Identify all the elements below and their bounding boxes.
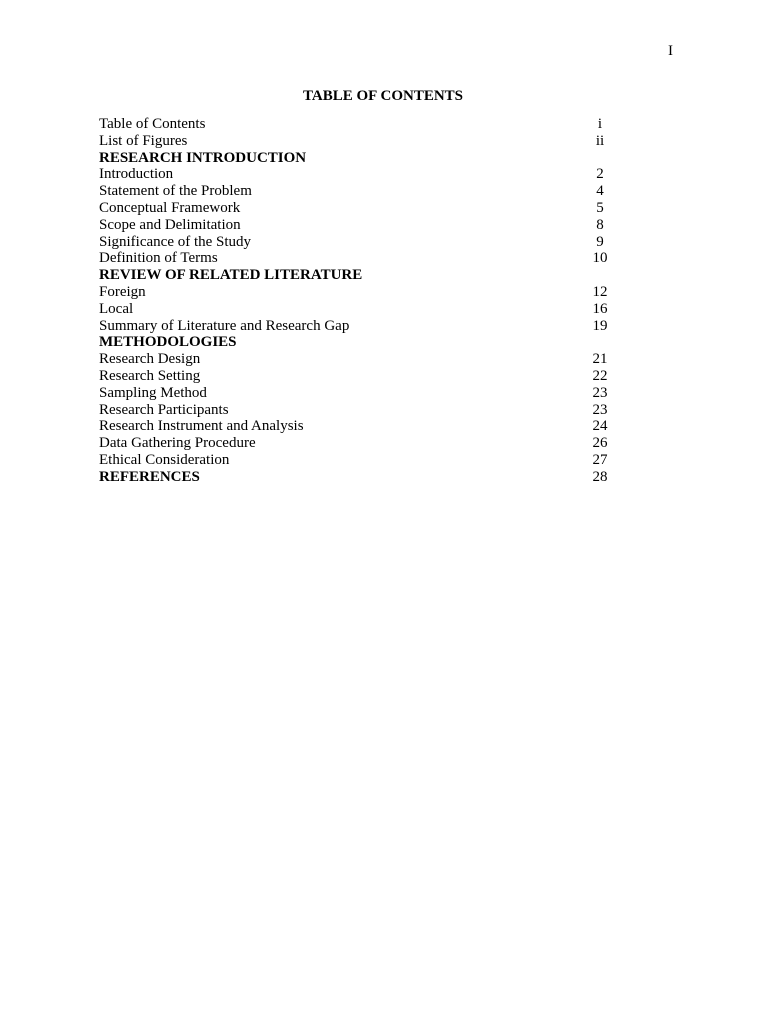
toc-entry <box>99 385 612 402</box>
toc-entry-page-number: 8 <box>596 216 604 233</box>
toc-entry <box>99 234 612 251</box>
toc-entry-label: Significance of the Study <box>99 233 252 250</box>
toc-entry <box>99 217 612 234</box>
toc-entry <box>99 418 612 435</box>
toc-entry-label: RESEARCH INTRODUCTION <box>99 149 307 166</box>
toc-entry-page-number: ii <box>595 132 605 149</box>
toc-entry-label: List of Figures <box>99 132 188 149</box>
toc-entry <box>99 166 612 183</box>
toc-entry <box>99 435 612 452</box>
toc-entry-label: Conceptual Framework <box>99 199 241 216</box>
toc-entry-page-number: 9 <box>596 233 604 250</box>
toc-entry-label: Scope and Delimitation <box>99 216 241 233</box>
toc-entry-label: METHODOLOGIES <box>99 334 237 351</box>
toc-section-heading <box>99 150 612 167</box>
toc-entry-page-number: 2 <box>596 166 604 183</box>
toc-entry-page-number: 10 <box>592 250 608 267</box>
toc-entry <box>99 200 612 217</box>
toc-entry-page-number: 24 <box>592 418 608 435</box>
toc-entry-label: Research Setting <box>99 367 201 384</box>
page-title: TABLE OF CONTENTS <box>302 88 464 104</box>
toc-entry-label: Research Design <box>99 351 201 368</box>
toc-entry-page-number: 4 <box>596 183 604 200</box>
toc-entry-label: Local <box>99 300 134 317</box>
toc-list <box>99 116 612 486</box>
toc-entry-label: Sampling Method <box>99 384 207 401</box>
toc-entry-label: Research Participants <box>99 401 229 418</box>
toc-entry-page-number: 12 <box>592 283 608 300</box>
toc-entry-label: Data Gathering Procedure <box>99 435 256 452</box>
toc-entry <box>99 318 612 335</box>
toc-entry-page-number: 21 <box>592 351 608 368</box>
toc-entry-page-number: 27 <box>592 451 608 468</box>
toc-entry-page-number: 19 <box>592 317 608 334</box>
toc-entry-label: Ethical Consideration <box>99 451 230 468</box>
toc-entry-page-number: 26 <box>592 435 608 452</box>
toc-entry-label: Statement of the Problem <box>99 183 252 200</box>
toc-section-heading <box>99 334 612 351</box>
toc-entry <box>99 183 612 200</box>
toc-entry <box>99 452 612 469</box>
toc-entry-label: REFERENCES <box>99 468 200 485</box>
toc-entry <box>99 351 612 368</box>
toc-entry <box>99 250 612 267</box>
toc-entry <box>99 133 612 150</box>
toc-entry-page-number: 22 <box>592 367 608 384</box>
toc-entry <box>99 116 612 133</box>
toc-entry <box>99 301 612 318</box>
toc-entry-page-number: 23 <box>592 384 608 401</box>
toc-entry-label: Summary of Literature and Research Gap <box>99 317 350 334</box>
toc-entry-page-number: 16 <box>592 300 608 317</box>
toc-entry <box>99 284 612 301</box>
toc-section-heading <box>99 267 612 284</box>
toc-entry-label: Foreign <box>99 283 146 300</box>
toc-section-heading <box>99 469 612 486</box>
toc-entry-page-number: 23 <box>592 401 608 418</box>
toc-entry-page-number: i <box>597 116 603 132</box>
toc-entry-label: Research Instrument and Analysis <box>99 418 304 435</box>
toc-entry-label: Introduction <box>99 166 174 183</box>
toc-entry-label: REVIEW OF RELATED LITERATURE <box>99 267 363 284</box>
page-number: I <box>668 43 673 59</box>
toc-entry-label: Table of Contents <box>99 116 206 132</box>
toc-entry-page-number: 28 <box>592 468 608 485</box>
toc-entry <box>99 402 612 419</box>
toc-entry <box>99 368 612 385</box>
toc-entry-label: Definition of Terms <box>99 250 218 267</box>
toc-entry-page-number: 5 <box>596 199 604 216</box>
